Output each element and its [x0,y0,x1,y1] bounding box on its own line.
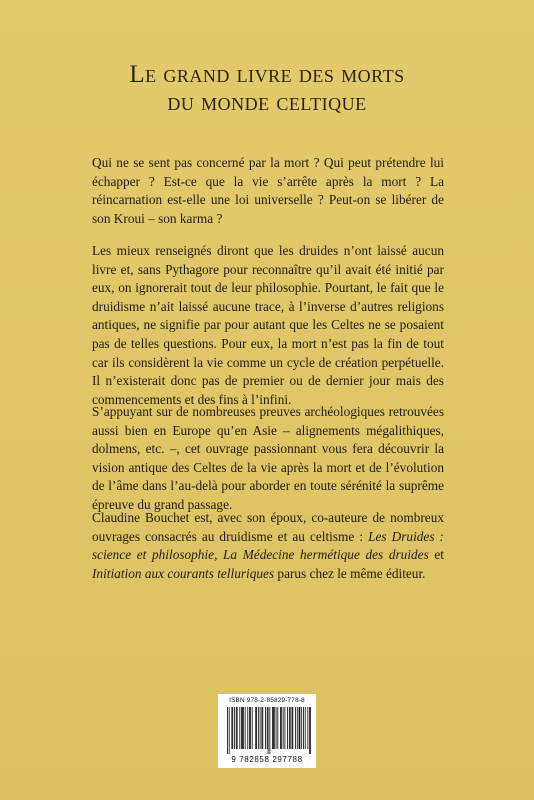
barcode-bar [252,707,253,749]
barcode-bar [303,707,304,749]
separator-1: , [214,547,224,563]
barcode-bar [268,707,269,754]
title-line-2: du monde celtique [167,89,367,116]
barcode-bar [290,707,291,749]
title-line-1: Le grand livre des morts [129,61,405,88]
barcode-bar [292,707,293,749]
book-title-1: Les Druides : science et philosophie [92,528,444,563]
barcode-bar [245,707,246,749]
barcode-bar [229,707,230,754]
author-bio-outro: parus chez le même éditeur. [274,565,426,581]
barcode-bar [292,707,293,749]
barcode-bar [297,707,298,749]
barcode-bar [283,707,284,749]
barcode-bar [289,707,290,749]
barcode-bar [280,707,281,749]
barcode-bar [265,707,266,749]
barcode-bar [295,707,296,749]
barcode-bar [232,707,233,749]
barcode-bar [256,707,257,749]
barcode-bar [234,707,235,749]
barcode-bars [227,707,311,754]
barcode-label [218,694,316,768]
barcode-bar [274,707,275,749]
separator-2: et [428,547,445,563]
barcode-bar [281,707,282,749]
barcode-bar [277,707,278,749]
barcode-bar [267,707,268,749]
barcode-bar [239,707,240,749]
barcode-bar [269,707,270,754]
book-title-2: La Médecine hermétique des druides [223,547,429,563]
author-bio-paragraph [92,509,444,583]
barcode-bar [231,707,232,749]
barcode-bar [227,707,228,754]
barcode-bar [284,707,285,749]
blurb-paragraph-2: Les mieux renseignés diront que les druides n’ont laissé aucun livre et, sans Pythagore pour reconnaître qu’il avait été initié par eux, on ignorerait tout de leur philosophie. Pourtant, le fait que le druidisme n’ait laissé aucune trace, à l’inverse d’autres religions antiques, ne signifie par pour autant que les Celtes ne se posaient pas de telles questions. Pour eux, la mort n’est pas la fin de tout car ils considèrent la vie comme un cycle de création perpétuelle. Il n’existerait donc pas de premier ou de dernier jour mais des commencements et des fins à l’infini. [92,243,444,407]
barcode-bar [255,707,256,749]
barcode-bar [301,707,302,749]
barcode-bar [247,707,248,749]
barcode-bar [249,707,250,749]
barcode-bar [243,707,244,749]
barcode-bar [250,707,251,749]
blurb-paragraph-1: Qui ne se sent pas concerné par la mort ? Qui peut prétendre lui échapper ? Est-ce que la vie s’arrête après la mort ? La réincarnation est-elle une loi universelle ? Peut-on se libérer de son Kroui – son karma ? [92,155,444,226]
barcode-bar [262,707,263,749]
barcode-bar [236,707,237,749]
barcode-digits: 9 782858 297788 [231,755,303,764]
barcode-bar [272,707,273,749]
barcode-bar [287,707,288,749]
barcode-bar [300,707,301,749]
barcode-bar [273,707,274,749]
barcode-bar [237,707,238,749]
book-title-3: Initiation aux courants telluriques [92,565,275,581]
barcode-bar [276,707,277,749]
barcode-bar [241,707,242,749]
barcode-bar [260,707,261,749]
author-bio-intro: Claudine Bouchet est, avec son époux, co-auteure de nombreux ouvrages consacrés au druidisme et au celtisme : [92,510,444,544]
barcode-bar [305,707,306,749]
barcode-bar [299,707,300,749]
barcode-bar [261,707,262,749]
isbn-text: ISBN 978-2-85829-778-8 [229,697,305,704]
blurb-paragraph-3: S’appuyant sur de nombreuses preuves archéologiques retrouvées aussi bien en Europe qu’en Asie – alignements mégalithiques, dolmens, etc. –, cet ouvrage passionnant vous fera découvrir la vision antique des Celtes de la vie après la mort et de l’évolution de l’âme dans l’au-delà pour aborder en toute sérénité la suprême épreuve du grand passage. [92,404,444,512]
barcode-bar [242,707,243,749]
barcode-bar [258,707,259,749]
barcode-bar [309,707,310,754]
barcode-bar [310,707,311,754]
barcode-bar [307,707,308,749]
